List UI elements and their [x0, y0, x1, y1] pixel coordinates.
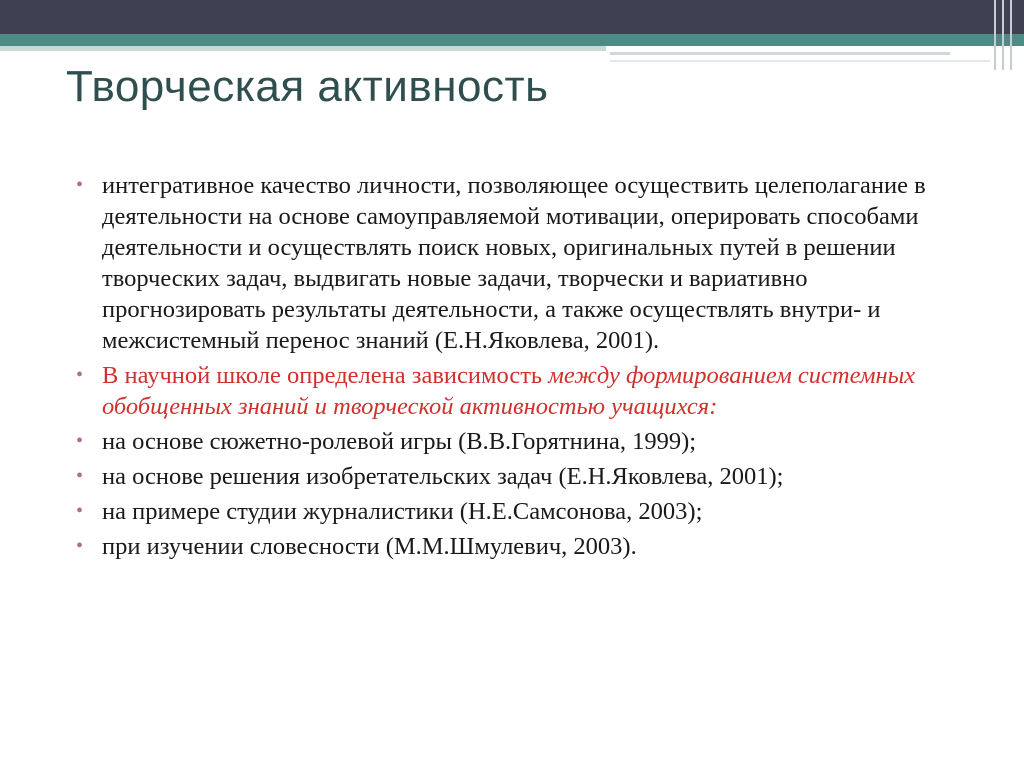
bullet-list — [76, 170, 966, 566]
vertical-line — [994, 0, 996, 70]
bullet-text: интегративное качество личности, позволяющее осуществить целеполагание в деятельности на основе самоуправляемой мотивации, оперировать способами деятельности и осуществлять поиск новых, оригинальных путей в решении творческих задач, выдвигать новые задачи, творчески и вариативно прогнозировать результаты деятельности, а также осуществлять внутри- и межсистемный перенос знаний (Е.Н.Яковлева, 2001). — [102, 172, 926, 354]
bullet-text: на основе сюжетно-ролевой игры (В.В.Горятнина, 1999); — [102, 428, 697, 455]
bullet-dot-icon: • — [76, 174, 84, 196]
bullet-dot-icon: • — [76, 430, 84, 452]
bullet-dot-icon: • — [76, 535, 84, 557]
header-bar-teal — [0, 34, 1024, 46]
bullet-text-italic: между формированием системных обобщенных знаний и творческой активностью учащихся: — [102, 362, 916, 420]
bullet-text-normal: В научной школе определена зависимость — [102, 362, 549, 389]
bullet-item — [76, 426, 966, 457]
vertical-line — [1002, 0, 1004, 70]
bullet-text: на основе решения изобретательских задач (Е.Н.Яковлева, 2001); — [102, 463, 784, 490]
slide-title: Творческая активность — [66, 62, 549, 111]
header-vertical-lines — [988, 0, 1024, 70]
vertical-line — [1010, 0, 1012, 70]
bullet-item-highlight — [76, 360, 966, 422]
bullet-item — [76, 461, 966, 492]
bullet-text: при изучении словесности (М.М.Шмулевич, 2003). — [102, 533, 637, 560]
bullet-item — [76, 496, 966, 527]
bullet-dot-icon: • — [76, 465, 84, 487]
bullet-item — [76, 170, 966, 356]
header-notch-line — [610, 52, 950, 55]
header-bar-dark — [0, 0, 1024, 34]
bullet-item — [76, 531, 966, 562]
bullet-dot-icon: • — [76, 364, 84, 386]
bullet-text: на примере студии журналистики (Н.Е.Самсонова, 2003); — [102, 498, 703, 525]
bullet-dot-icon: • — [76, 500, 84, 522]
